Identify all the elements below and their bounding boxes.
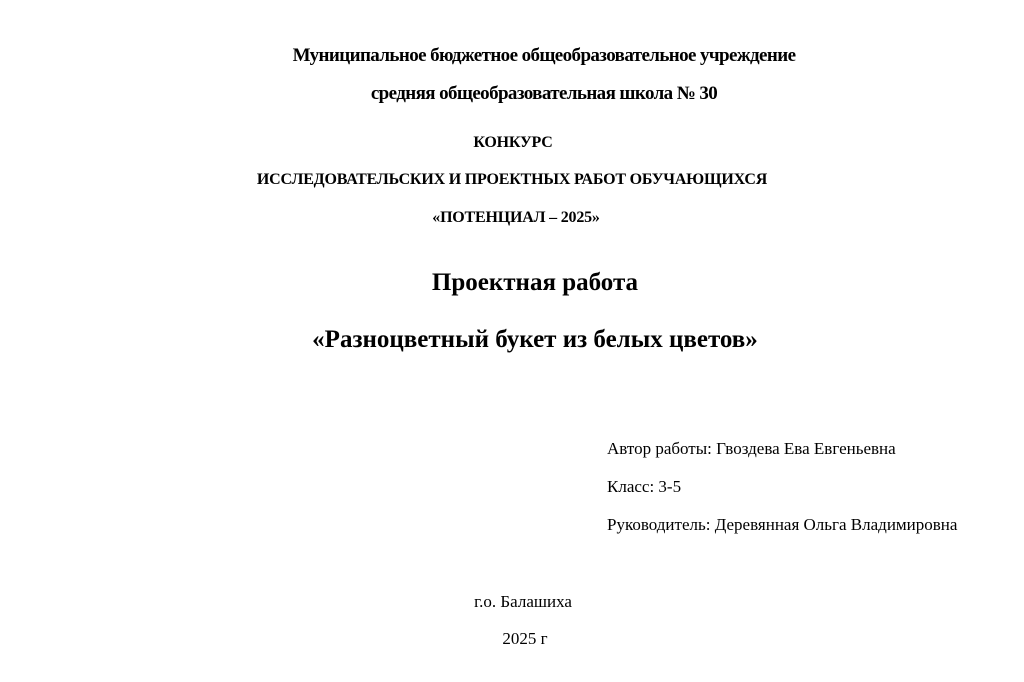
work-type-title: Проектная работа [431,269,639,296]
school-name-line-1: Муниципальное бюджетное общеобразовательное учреждение [292,45,796,66]
contest-heading: КОНКУРС [473,134,553,151]
city-line: г.о. Балашиха [474,592,572,611]
school-name-line-2: средняя общеобразовательная школа № 30 [370,83,718,104]
class-line: Класс: 3-5 [607,477,682,496]
contest-subheading: ИССЛЕДОВАТЕЛЬСКИХ И ПРОЕКТНЫХ РАБОТ ОБУЧАЮЩИХСЯ [256,171,768,188]
author-line: Автор работы: Гвоздева Ева Евгеньевна [607,439,896,458]
contest-name: «ПОТЕНЦИАЛ – 2025» [432,209,600,226]
supervisor-line: Руководитель: Деревянная Ольга Владимировна [607,515,958,534]
year-line: 2025 г [502,629,548,648]
project-title: «Разноцветный букет из белых цветов» [312,326,758,353]
